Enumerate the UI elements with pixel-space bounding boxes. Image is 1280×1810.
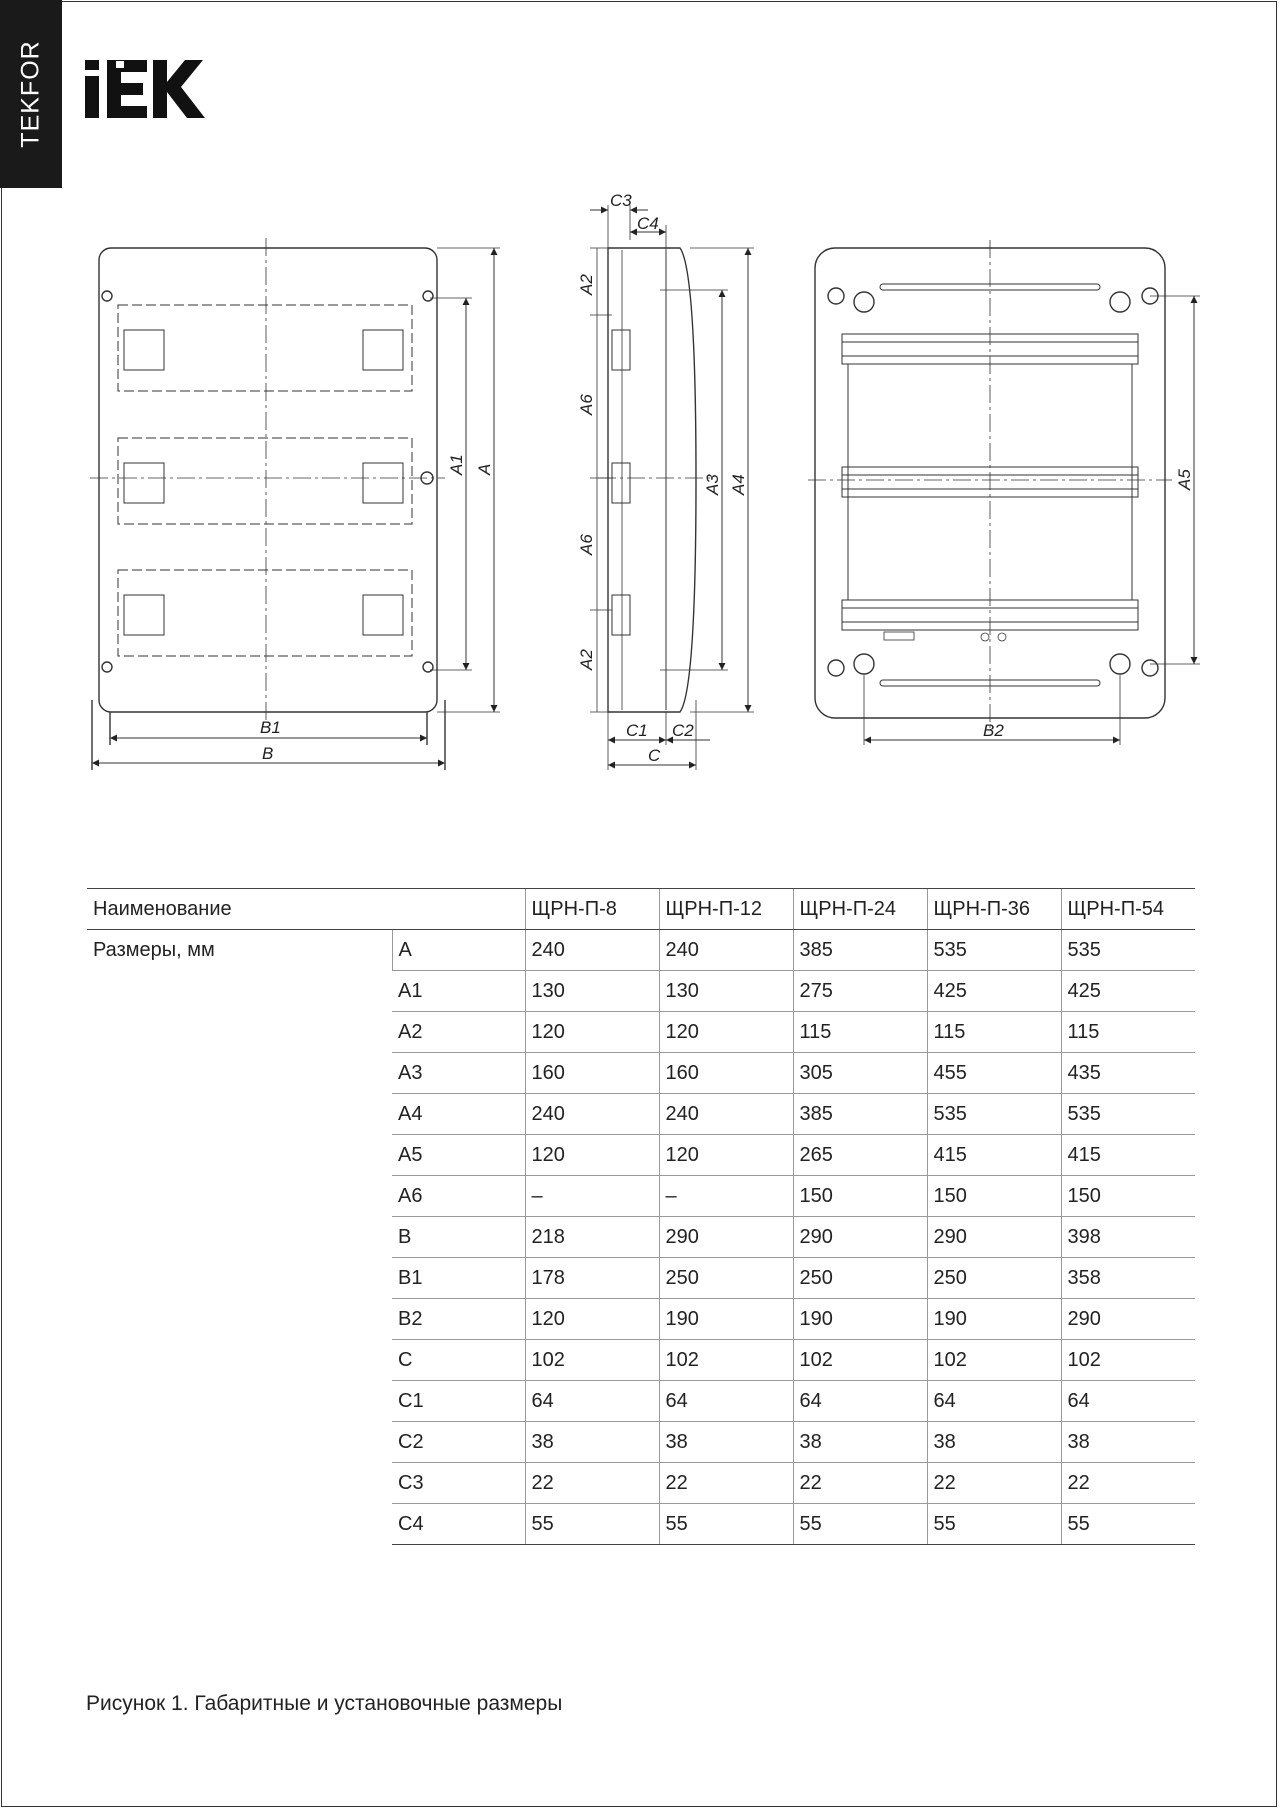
table-header-row [87, 889, 1195, 930]
value-cell: 535 [927, 930, 1061, 971]
dim-label-a4: A4 [729, 474, 748, 495]
value-cell: 22 [659, 1463, 793, 1504]
value-cell: 64 [1061, 1381, 1195, 1422]
value-cell: 55 [659, 1504, 793, 1545]
dim-label-c3: C3 [610, 191, 632, 210]
header-model-cell: ЩРН-П-12 [659, 889, 793, 930]
param-cell: A2 [392, 1012, 525, 1053]
param-cell: A4 [392, 1094, 525, 1135]
value-cell: 178 [525, 1258, 659, 1299]
dim-label-a2-bottom: A2 [577, 649, 596, 670]
table-body [87, 930, 1195, 1545]
value-cell: 150 [793, 1176, 927, 1217]
value-cell: 290 [659, 1217, 793, 1258]
value-cell: 115 [927, 1012, 1061, 1053]
value-cell: 190 [927, 1299, 1061, 1340]
value-cell: 415 [927, 1135, 1061, 1176]
param-cell: A6 [392, 1176, 525, 1217]
value-cell: 102 [659, 1340, 793, 1381]
value-cell: – [659, 1176, 793, 1217]
value-cell: 425 [927, 971, 1061, 1012]
value-cell: 240 [659, 1094, 793, 1135]
param-cell: A5 [392, 1135, 525, 1176]
param-cell: B2 [392, 1299, 525, 1340]
value-cell: 385 [793, 930, 927, 971]
value-cell: 115 [1061, 1012, 1195, 1053]
header-model-cell: ЩРН-П-24 [793, 889, 927, 930]
value-cell: 290 [1061, 1299, 1195, 1340]
param-cell: A1 [392, 971, 525, 1012]
value-cell: 64 [525, 1381, 659, 1422]
value-cell: 160 [659, 1053, 793, 1094]
dim-label-a6-upper: A6 [577, 394, 596, 415]
param-cell: C [392, 1340, 525, 1381]
value-cell: 64 [793, 1381, 927, 1422]
value-cell: 102 [525, 1340, 659, 1381]
value-cell: 290 [793, 1217, 927, 1258]
value-cell: 250 [793, 1258, 927, 1299]
value-cell: 250 [927, 1258, 1061, 1299]
figure-caption: Рисунок 1. Габаритные и установочные размеры [86, 1692, 563, 1715]
value-cell: 22 [525, 1463, 659, 1504]
param-cell: C4 [392, 1504, 525, 1545]
value-cell: 290 [927, 1217, 1061, 1258]
dim-label-a3: A3 [703, 474, 722, 495]
value-cell: 535 [927, 1094, 1061, 1135]
value-cell: 38 [1061, 1422, 1195, 1463]
value-cell: – [525, 1176, 659, 1217]
value-cell: 64 [927, 1381, 1061, 1422]
dimension-drawing [0, 0, 1280, 780]
dim-label-a5: A5 [1175, 469, 1194, 490]
value-cell: 535 [1061, 1094, 1195, 1135]
value-cell: 415 [1061, 1135, 1195, 1176]
value-cell: 240 [525, 1094, 659, 1135]
dim-label-b2: B2 [983, 721, 1004, 740]
value-cell: 150 [927, 1176, 1061, 1217]
dim-label-b: B [262, 744, 274, 763]
dim-label-a2-top: A2 [577, 274, 596, 295]
value-cell: 120 [659, 1012, 793, 1053]
param-cell: A3 [392, 1053, 525, 1094]
value-cell: 190 [659, 1299, 793, 1340]
param-cell: C3 [392, 1463, 525, 1504]
value-cell: 130 [659, 971, 793, 1012]
group-label-cell: Размеры, мм [87, 930, 392, 1545]
header-name-cell: Наименование [87, 889, 525, 930]
value-cell: 120 [525, 1135, 659, 1176]
value-cell: 265 [793, 1135, 927, 1176]
value-cell: 22 [793, 1463, 927, 1504]
dim-label-a1: A1 [447, 454, 466, 475]
value-cell: 38 [927, 1422, 1061, 1463]
dim-label-c2: C2 [672, 721, 694, 740]
value-cell: 150 [1061, 1176, 1195, 1217]
value-cell: 102 [1061, 1340, 1195, 1381]
header-model-cell: ЩРН-П-36 [927, 889, 1061, 930]
value-cell: 102 [793, 1340, 927, 1381]
value-cell: 240 [525, 930, 659, 971]
param-cell: B [392, 1217, 525, 1258]
value-cell: 358 [1061, 1258, 1195, 1299]
value-cell: 115 [793, 1012, 927, 1053]
dim-label-c: C [648, 746, 661, 765]
value-cell: 38 [525, 1422, 659, 1463]
value-cell: 22 [927, 1463, 1061, 1504]
dim-label-a: A [475, 463, 494, 475]
header-model-cell: ЩРН-П-54 [1061, 889, 1195, 930]
value-cell: 435 [1061, 1053, 1195, 1094]
header-model-cell: ЩРН-П-8 [525, 889, 659, 930]
value-cell: 38 [793, 1422, 927, 1463]
value-cell: 120 [525, 1012, 659, 1053]
dim-label-a6-lower: A6 [577, 534, 596, 555]
value-cell: 55 [525, 1504, 659, 1545]
series-name: TEKFOR [16, 40, 45, 148]
param-cell: B1 [392, 1258, 525, 1299]
value-cell: 425 [1061, 971, 1195, 1012]
value-cell: 535 [1061, 930, 1195, 971]
value-cell: 160 [525, 1053, 659, 1094]
dim-label-b1: B1 [260, 718, 281, 737]
value-cell: 120 [525, 1299, 659, 1340]
value-cell: 55 [793, 1504, 927, 1545]
value-cell: 130 [525, 971, 659, 1012]
back-view [808, 240, 1200, 745]
value-cell: 120 [659, 1135, 793, 1176]
value-cell: 275 [793, 971, 927, 1012]
param-cell: C1 [392, 1381, 525, 1422]
param-cell: A [392, 930, 525, 971]
value-cell: 38 [659, 1422, 793, 1463]
value-cell: 55 [927, 1504, 1061, 1545]
dimensions-table [87, 888, 1195, 1545]
value-cell: 64 [659, 1381, 793, 1422]
value-cell: 22 [1061, 1463, 1195, 1504]
value-cell: 102 [927, 1340, 1061, 1381]
value-cell: 385 [793, 1094, 927, 1135]
value-cell: 240 [659, 930, 793, 971]
front-view [90, 238, 500, 770]
value-cell: 305 [793, 1053, 927, 1094]
dim-label-c1: C1 [626, 721, 648, 740]
value-cell: 398 [1061, 1217, 1195, 1258]
param-cell: C2 [392, 1422, 525, 1463]
value-cell: 218 [525, 1217, 659, 1258]
table-row [87, 930, 1195, 971]
value-cell: 55 [1061, 1504, 1195, 1545]
value-cell: 455 [927, 1053, 1061, 1094]
value-cell: 250 [659, 1258, 793, 1299]
value-cell: 190 [793, 1299, 927, 1340]
dim-label-c4: C4 [637, 214, 659, 233]
